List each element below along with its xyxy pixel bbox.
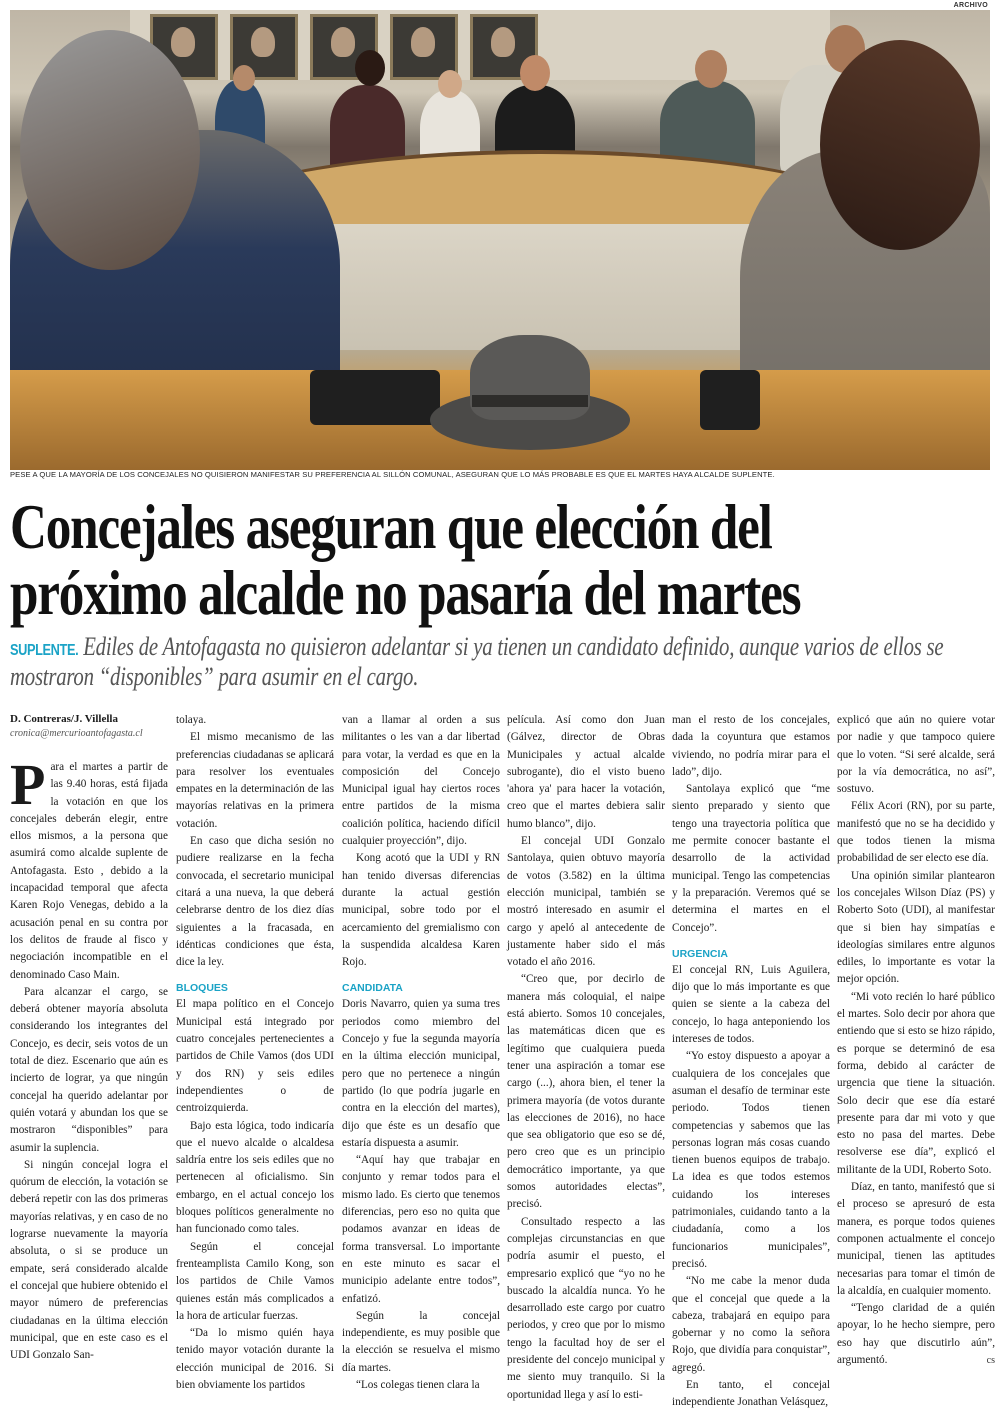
paragraph — [342, 1152, 500, 1308]
paragraph-text: Consultado respecto a las complejas circunstancias en que podría asumir el puesto, el empresario explicó que “yo no he buscado la alcaldía nunca. Yo he desarrollado este cargo por cuatro periodos, y creo que por lo mismo tengo la facultad hoy de ser el presidente del concejo municipal y me siento muy tranquilo. Si la oportunidad llega y así lo esti- — [507, 1215, 665, 1401]
paragraph — [342, 850, 500, 971]
paragraph-text: tolaya. — [176, 714, 207, 726]
paragraph — [176, 1239, 334, 1325]
photo-caption: PESE A QUE LA MAYORÍA DE LOS CONCEJALES NO QUISIERON MANIFESTAR SU PREFERENCIA AL SILLÓN COMUNAL, ASEGURAN QUE LO MÁS PROBABLE ES QUE EL MARTES HAYA ALCALDE SUPLENTE. — [10, 470, 775, 479]
paragraph-text: “Creo que, por decirlo de manera más coloquial, el naipe está abierto. Somos 10 concejales, las matemáticas dicen que es legítimo que cualquiera pueda tener una aspiración a tomar ese cargo (...), ahora bien, el tener la primera mayoría (de votos durante las elecciones de 2016), no hace que sea obligatorio que eso se dé, pero creo que es un principio democrático importante, ya que somos autoridades electas”, precisó. — [507, 973, 665, 1211]
paragraph — [507, 833, 665, 971]
person-head — [20, 30, 200, 270]
paragraph-text: El mapa político en el Concejo Municipal está integrado por cuatro concejales pertenecientes a partidos de Chile Vamos (dos UDI y dos RN) y seis ediles independientes o de centroizquierda. — [176, 998, 334, 1115]
paragraph-text: “Tengo claridad de a quién apoyar, lo he hecho siempre, pero eso hay que discutirlo aún”, argumentó. — [837, 1302, 995, 1366]
paragraph-text: Bajo esta lógica, todo indicaría que el nuevo alcalde o alcaldesa saldría entre los seis ediles que no pertenecen al oficialismo. Sin embargo, en el actual concejo los bloques políticos generalmente no han funcionado como tales. — [176, 1119, 334, 1236]
person-head — [695, 50, 727, 88]
paragraph — [672, 962, 830, 1048]
article-column-5 — [672, 712, 830, 1409]
paragraph — [837, 798, 995, 867]
paragraph-text: “No me cabe la menor duda que el concejal que quede a la cabeza, trabajará en equipo para gobernar y no como la señora Rojo, que dividía para conquistar”, agregó. — [672, 1275, 830, 1374]
paragraph — [507, 1214, 665, 1404]
paragraph — [10, 1157, 168, 1365]
headline — [10, 491, 970, 628]
paragraph-text: Félix Acori (RN), por su parte, manifestó que no se ha decidido y que todos tienen la misma probabilidad de ser electo ese día. — [837, 800, 995, 865]
paragraph-text: van a llamar al orden a sus militantes o les van a dar libertad para votar, la verdad es que en la composición del Concejo Municipal igual hay ciertos roces entre partidos de la misma coalición política, haciendo difícil cualquier proyección”, dijo. — [342, 714, 500, 848]
news-photo — [10, 10, 990, 466]
end-mark-icon: cs — [986, 1354, 995, 1366]
paragraph — [342, 1377, 500, 1394]
article-column-2 — [176, 712, 334, 1391]
byline-email[interactable]: cronica@mercurioantofagasta.cl — [10, 728, 143, 739]
section-heading: BLOQUES — [176, 982, 228, 995]
paragraph-text: “Yo estoy dispuesto a apoyar a cualquiera de los concejales que asuman el desafío de terminar este periodo. Todos tienen competencias y sabemos que las personas logran más cosas cuando tienen buenos equipos de trabajo. La idea es que todos estemos cuidando los intereses patrimoniales, cuidando tanto a la ciudadanía, como a los funcionarios municipales”, precisó. — [672, 1050, 830, 1270]
deck-kicker: SUPLENTE. — [10, 642, 79, 659]
deck — [10, 632, 986, 692]
byline-authors: D. Contreras/J. Villella — [10, 713, 118, 725]
paragraph — [176, 712, 334, 729]
paragraph — [507, 712, 665, 833]
paragraph — [176, 996, 334, 1117]
person-head — [233, 65, 255, 91]
paragraph-text: Una opinión similar plantearon los concejales Wilson Díaz (PS) y Roberto Soto (UDI), al manifestar que si bien hay simpatías e ideologías similares entre algunos ediles, lo importante es votar la mejor opción. — [837, 869, 995, 986]
paragraph — [342, 712, 500, 850]
paragraph — [837, 1300, 995, 1369]
headline-line-1: Concejales aseguran que elección del — [10, 491, 772, 562]
paragraph-text: Díaz, en tanto, manifestó que si el proceso se apresuró de esta manera, es porque todos quienes componen actualmente el concejo municipal, tienen las aptitudes necesarias para tomar el timón de la alcaldía, en cualquier momento. — [837, 1181, 995, 1297]
paragraph-text: explicó que aún no quiere votar por nadie y que tampoco quiere que lo voten. “Si seré alcalde, será por la vía democrática, no así”, sostuvo. — [837, 714, 995, 796]
paragraph — [672, 781, 830, 937]
person-head — [355, 50, 385, 86]
paragraph-text: En tanto, el concejal independiente Jonathan Velásquez, — [672, 1378, 830, 1409]
paragraph-text: El mismo mecanismo de las preferencias ciudadanas se aplicará para resolver los eventuales empates en la determinación de las mayorías relativas en la primera votación. — [176, 731, 334, 830]
hat-crown — [470, 335, 590, 420]
paragraph-text: “Aquí hay que trabajar en conjunto y remar todos para el mismo lado. Es cierto que tenemos diferencias, pero eso no quita que podamos avanzar en ideas de forma transversal. Lo importante en este minuto es sacar el municipio adelante entre todos”, enfatizó. — [342, 1154, 500, 1305]
paragraph-text: man el resto de los concejales, dada la coyuntura que estamos viviendo, no podría mirar para el lado”, dijo. — [672, 714, 830, 778]
article-column-4 — [507, 712, 665, 1401]
paragraph-text: Según el concejal frenteamplista Camilo Kong, son los partidos de Chile Vamos quienes están más complicados a la hora de articular fuerzas. — [176, 1240, 334, 1322]
section-heading: URGENCIA — [672, 947, 729, 960]
paragraph-text: Santolaya explicó que “me siento preparado y siento que tengo una trayectoria política que me permite conocer bastante el desarrollo de la actividad municipal. Tengo las competencias y la preparación. Veremos qué se determina el martes en el Concejo”. — [672, 783, 830, 934]
article-column-1 — [10, 712, 168, 1362]
paragraph — [672, 1273, 830, 1377]
paragraph — [176, 1325, 334, 1394]
photo-credit: ARCHIVO — [953, 2, 988, 9]
paragraph — [837, 712, 995, 798]
paragraph-text: El concejal UDI Gonzalo Santolaya, quien obtuvo mayoría de votos (3.582) en la última elección municipal, también se mostró interesado en asumir el cargo y apeló al antecedente de justamente haber sido el más votado el año 2016. — [507, 835, 665, 969]
paragraph-text: película. Así como don Juan (Gálvez, director de Obras Municipales y actual alcalde subrogante), dio el visto bueno 'ahora ya' para hacer la votación, creo que el martes debiera salir humo blanco”, dijo. — [507, 714, 665, 830]
paragraph-text: Kong acotó que la UDI y RN han tenido diversas diferencias durante la actual gestión municipal, sobre todo por el acercamiento del gremialismo con la suspendida alcaldesa Karen Rojo. — [342, 852, 500, 969]
paragraph — [342, 1308, 500, 1377]
article-column-3 — [342, 712, 500, 1391]
paragraph-text: “Da lo mismo quién haya tenido mayor votación durante la elección municipal de 2016. Si bien obviamente los partidos — [176, 1327, 334, 1391]
paragraph-text: “Mi voto recién lo haré público el martes. Solo decir por ahora que entiendo que si esto se hizo rápido, es porque se determinó de esa forma, debido al carácter de urgencia que tiene la situación. Solo decir que ese día estaré presente para dar mi voto y que esto no pasa del martes. Debe resolverse ese día”, explicó el militante de la UDI, Roberto Soto. — [837, 990, 995, 1176]
paragraph — [176, 729, 334, 833]
person-head — [820, 40, 980, 250]
article-column-6 — [837, 712, 995, 1366]
paragraph — [176, 1118, 334, 1239]
paragraph — [837, 989, 995, 1179]
paragraph-text: El concejal RN, Luis Aguilera, dijo que lo más importante es que quien se siente a la cabeza del concejo, lo haga anteponiendo los intereses de todos. — [672, 963, 830, 1046]
paragraph-text: En caso que dicha sesión no pudiere realizarse en la fecha convocada, el secretario municipal citará a una nueva, la que deberá celebrarse dentro de los diez días siguientes a la fracasada, en idénticas condiciones que ésta, dice la ley. — [176, 835, 334, 969]
person-head — [520, 55, 550, 91]
paragraph — [176, 833, 334, 971]
paragraph — [342, 996, 500, 1152]
paragraph — [672, 1048, 830, 1273]
hat-band — [472, 395, 588, 407]
paragraph — [507, 971, 665, 1213]
paragraph-text: “Los colegas tienen clara la — [356, 1378, 480, 1391]
paragraph-text: Según la concejal independiente, es muy posible que la elección se resuelva el mismo día martes. — [342, 1309, 500, 1374]
microphone-base — [700, 370, 760, 430]
paragraph-text: Para alcanzar el cargo, se deberá obtener mayoría absoluta considerando los integrantes del Concejo, es decir, seis votos de un total de diez. Escenario que aún es incierto de lograr, ya que ningún concejal ha querido adelantar por quién votará y abundan los que se mostraron “disponibles” para asumir la suplencia. — [10, 985, 168, 1154]
microphone-base — [310, 370, 440, 425]
paragraph — [837, 868, 995, 989]
paragraph — [672, 1377, 830, 1412]
paragraph-text: Doris Navarro, quien ya suma tres periodos como miembro del Concejo y fue la segunda mayoría en la última elección municipal, pero que no pertenece a ningún partido (lo que podría jugarle en contra en la elección del martes), dijo que éste es un desafío que estaría dispuesta a asumir. — [342, 998, 500, 1149]
person-head — [438, 70, 462, 98]
paragraph-text: ara el martes a partir de las 9.40 horas, está fijada la votación en que los concejales deberán elegir, entre ellos mismos, a la persona que asumirá como alcalde suplente de Antofagasta. Esto , debido a la incapacidad temporal que afecta Karen Rojo Venegas, debido a la acusación penal en su contra por los delitos de fraude al fisco y negociación incompatible en el denominado Caso Main. — [10, 761, 168, 981]
paragraph — [10, 752, 168, 984]
deck-text: Ediles de Antofagasta no quisieron adelantar si ya tienen un candidato definido, aunque varios de ellos se mostraron “disponibles” para asumir en el cargo. — [10, 632, 944, 691]
headline-line-2: próximo alcalde no pasaría del martes — [10, 557, 801, 628]
paragraph — [10, 984, 168, 1157]
drop-cap: P — [10, 752, 46, 817]
section-heading: CANDIDATA — [342, 982, 403, 995]
paragraph — [672, 712, 830, 781]
paragraph — [837, 1179, 995, 1300]
paragraph-text: Si ningún concejal logra el quórum de elección, la votación se deberá repetir con las dos primeras mayorías relativas, y en caso de no lograrse nuevamente la mayoría absoluta, o si se produce un empate, será considerado alcalde el concejal que hubiere obtenido el mayor número de preferencias ciudadanas en la última elección municipal, que en este caso es el UDI Gonzalo San- — [10, 1158, 168, 1362]
